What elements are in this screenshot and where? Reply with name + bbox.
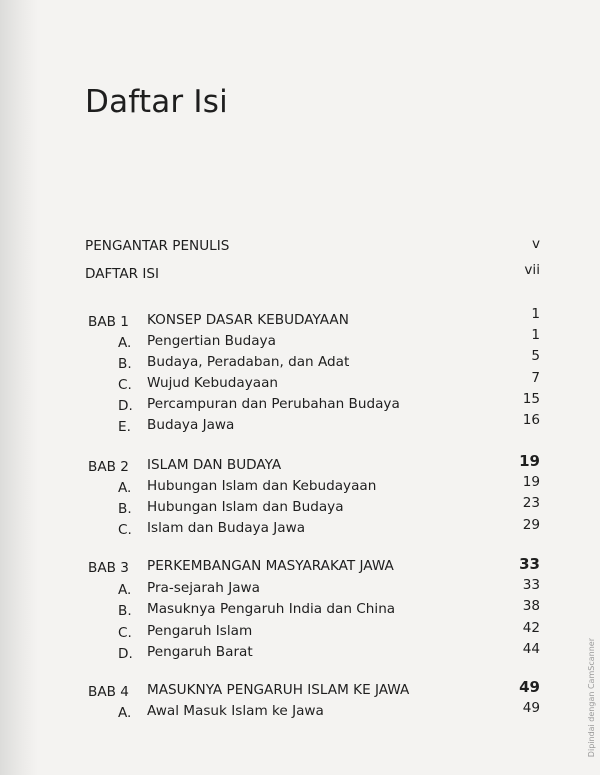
chapter-title: KONSEP DASAR KEBUDAYAAN [147,312,349,328]
section-letter: B. [118,356,132,372]
section-page: 42 [522,620,540,636]
section-title: Budaya Jawa [147,417,235,433]
section-letter: C. [118,625,132,641]
section-title: Pengaruh Islam [147,623,253,639]
chapter-title: ISLAM DAN BUDAYA [147,457,282,473]
section-page: 23 [522,495,540,511]
toc-front-page: vii [524,262,540,278]
section-title: Pengaruh Barat [147,644,253,660]
section-title: Pengertian Budaya [147,333,276,349]
chapter-page: 19 [519,452,540,470]
chapter-page: 1 [531,306,540,322]
section-page: 5 [531,348,540,364]
section-letter: A. [118,480,132,496]
section-title: Hubungan Islam dan Kebudayaan [147,478,377,494]
section-letter: A. [118,582,132,598]
section-title: Hubungan Islam dan Budaya [147,499,344,515]
section-letter: B. [118,603,132,619]
section-page: 16 [522,412,540,428]
section-title: Wujud Kebudayaan [147,375,279,391]
chapter-title: PERKEMBANGAN MASYARAKAT JAWA [147,558,394,574]
toc-front-label: DAFTAR ISI [85,266,160,282]
section-letter: A. [118,705,132,721]
scanner-watermark: Dipindai dengan CamScanner [587,637,596,757]
chapter-number: BAB 3 [88,560,129,576]
section-page: 15 [522,391,540,407]
section-title: Masuknya Pengaruh India dan China [147,601,396,617]
section-title: Pra-sejarah Jawa [147,580,260,596]
section-letter: A. [118,335,132,351]
section-letter: D. [118,398,133,414]
chapter-number: BAB 1 [88,314,129,330]
section-page: 38 [522,598,540,614]
section-page: 44 [522,641,540,657]
section-page: 19 [522,474,540,490]
section-letter: C. [118,522,132,538]
section-title: Islam dan Budaya Jawa [147,520,306,536]
section-letter: E. [118,419,131,435]
chapter-number: BAB 4 [88,684,129,700]
section-page: 7 [531,370,540,386]
section-letter: C. [118,377,132,393]
toc-front-page: v [531,236,540,252]
section-title: Percampuran dan Perubahan Budaya [147,396,400,412]
chapter-page: 49 [519,678,540,696]
section-page: 29 [522,517,540,533]
section-letter: B. [118,501,132,517]
section-page: 33 [522,577,540,593]
toc-front-label: PENGANTAR PENULIS [85,238,230,254]
page-title: Daftar Isi [85,84,228,120]
section-page: 49 [522,700,540,716]
section-title: Awal Masuk Islam ke Jawa [147,703,324,719]
section-page: 1 [531,327,540,343]
chapter-title: MASUKNYA PENGARUH ISLAM KE JAWA [147,682,410,698]
section-title: Budaya, Peradaban, dan Adat [147,354,350,370]
chapter-number: BAB 2 [88,459,129,475]
book-gutter-shadow [0,0,38,775]
chapter-page: 33 [519,555,540,573]
section-letter: D. [118,646,133,662]
